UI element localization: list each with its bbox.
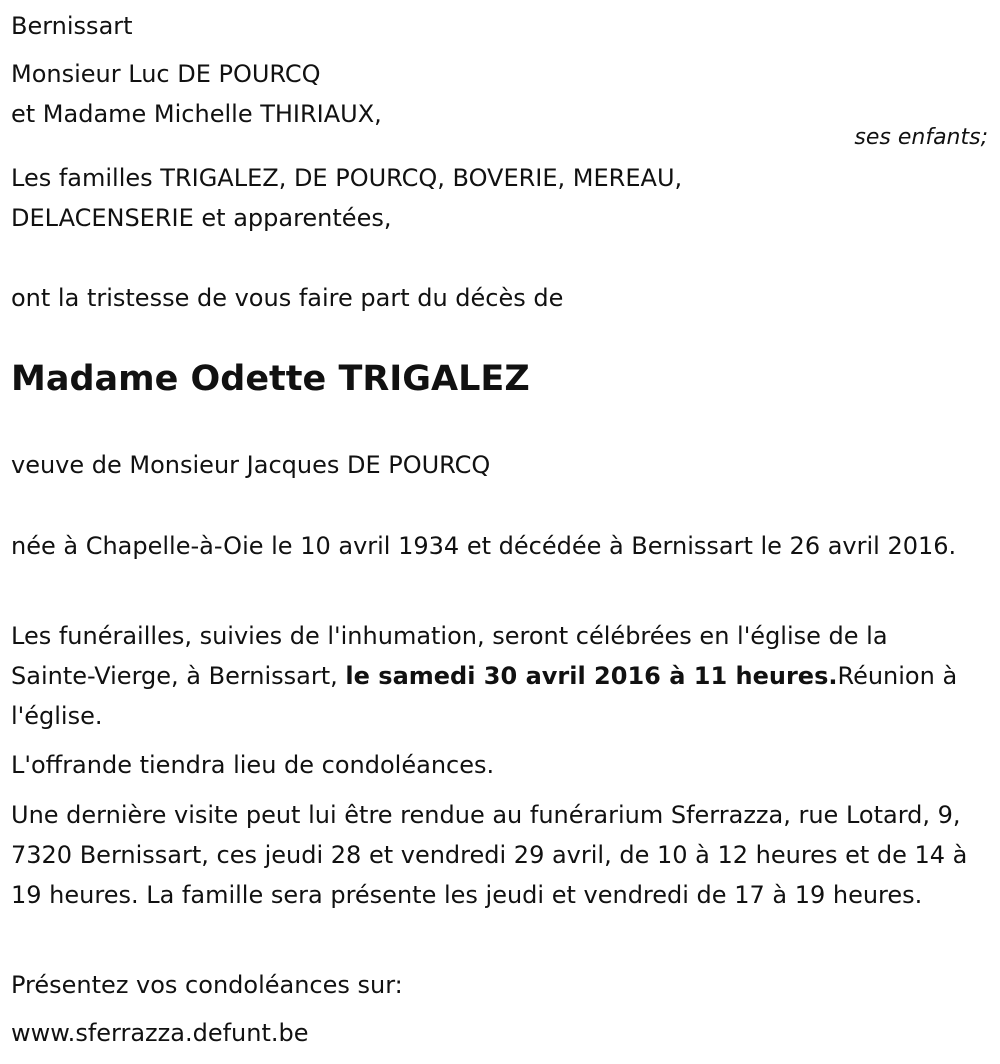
funeral-text-before: Les funérailles, suivies de l'inhumation, seront célébrées en l'église de la Sainte-Vierge, à Bernissart, (11, 622, 888, 690)
deceased-name: Madame Odette TRIGALEZ (11, 359, 530, 399)
visit-details: Une dernière visite peut lui être rendue au funérarium Sferrazza, rue Lotard, 9, 7320 Bernissart, ces jeudi 28 et vendredi 29 avril, de 10 à 12 heures et de 14 à 19 heures. La famille sera présente les jeudi et vendredi de 17 à 19 heures. (11, 801, 968, 909)
children-line-2: et Madame Michelle THIRIAUX, (11, 100, 382, 128)
children-role: ses enfants; (854, 125, 988, 150)
funeral-details (11, 616, 976, 736)
website-link[interactable]: www.sferrazza.defunt.be (11, 1019, 309, 1047)
offering-note: L'offrande tiendra lieu de condoléances. (11, 751, 495, 779)
families-line-1: Les familles TRIGALEZ, DE POURCQ, BOVERIE, MEREAU, (11, 164, 683, 192)
condolences-label: Présentez vos condoléances sur: (11, 971, 403, 999)
place-name: Bernissart (11, 12, 133, 40)
children-line-1: Monsieur Luc DE POURCQ (11, 60, 321, 88)
funeral-text-after: Réunion à l'église. (11, 662, 958, 730)
birth-death-dates: née à Chapelle-à-Oie le 10 avril 1934 et décédée à Bernissart le 26 avril 2016. (11, 532, 957, 560)
widow-of: veuve de Monsieur Jacques DE POURCQ (11, 451, 491, 479)
announcement-text: ont la tristesse de vous faire part du décès de (11, 284, 564, 312)
families-line-2: DELACENSERIE et apparentées, (11, 204, 392, 232)
funeral-date-time: le samedi 30 avril 2016 à 11 heures. (345, 662, 838, 690)
